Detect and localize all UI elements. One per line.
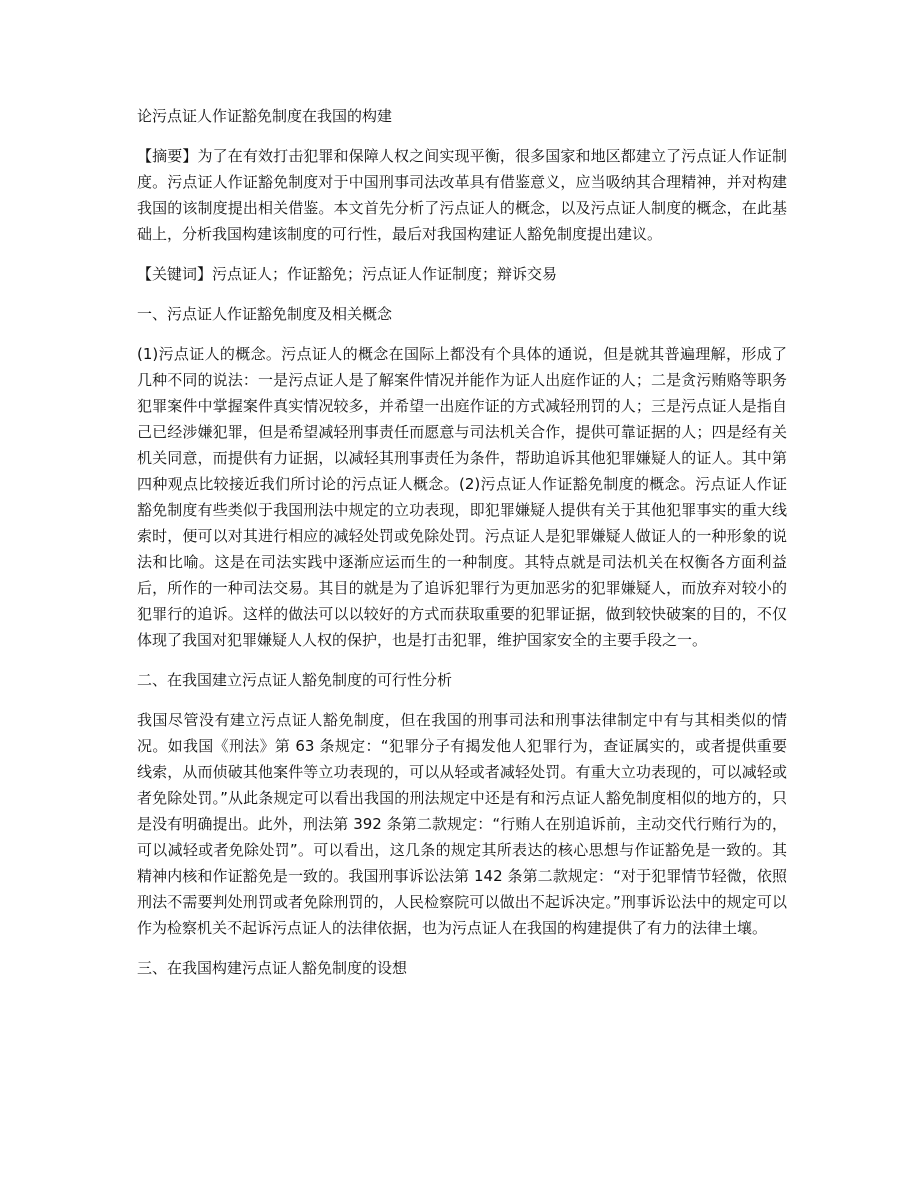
section-heading: 一、污点证人作证豁免制度及相关概念 (137, 305, 393, 323)
document-page (137, 103, 787, 995)
keywords-paragraph: 【关键词】污点证人；作证豁免；污点证人作证制度；辩诉交易 (137, 265, 558, 283)
section-heading: 三、在我国构建污点证人豁免制度的设想 (137, 959, 408, 977)
section-body: 我国尽管没有建立污点证人豁免制度，但在我国的刑事司法和刑事法律制定中有与其相类似的情况。如我国《刑法》第 63 条规定：“犯罪分子有揭发他人犯罪行为，查证属实的，或者提供重要线索，从而侦破其他案件等立功表现的，可以从轻或者减轻处罚。有重大立功表现的，可以减轻或者免除处罚。”从此条规定可以看出我国的刑法规定中还是有和污点证人豁免制度相似的地方的，只是没有明确提出。此外，刑法第 392 条第二款规定：“行贿人在别追诉前，主动交代行贿行为的，可以减轻或者免除处罚”。可以看出，这几条的规定其所表达的核心思想与作证豁免是一致的。其精神内核和作证豁免是一致的。我国刑事诉讼法第 142 条第二款规定：“对于犯罪情节轻微，依照刑法不需要判处刑罚或者免除刑罚的，人民检察院可以做出不起诉决定。”刑事诉讼法中的规定可以作为检察机关不起诉污点证人的法律依据，也为污点证人在我国的构建提供了有力的法律土壤。 (137, 711, 787, 937)
section-body: (1)污点证人的概念。污点证人的概念在国际上都没有个具体的通说，但是就其普遍理解，形成了几种不同的说法：一是污点证人是了解案件情况并能作为证人出庭作证的人；二是贪污贿赂等职务犯罪案件中掌握案件真实情况较多，并希望一出庭作证的方式减轻刑罚的人；三是污点证人是指自己已经涉嫌犯罪，但是希望减轻刑事责任而愿意与司法机关合作，提供可靠证据的人；四是经有关机关同意，而提供有力证据，以减轻其刑事责任为条件，帮助追诉其他犯罪嫌疑人的证人。其中第四种观点比较接近我们所讨论的污点证人概念。(2)污点证人作证豁免制度的概念。污点证人作证豁免制度有些类似于我国刑法中规定的立功表现，即犯罪嫌疑人提供有关于其他犯罪事实的重大线索时，便可以对其进行相应的减轻处罚或免除处罚。污点证人是犯罪嫌疑人做证人的一种形象的说法和比喻。这是在司法实践中逐渐应运而生的一种制度。其特点就是司法机关在权衡各方面利益后，所作的一种司法交易。其目的就是为了追诉犯罪行为更加恶劣的犯罪嫌疑人，而放弃对较小的犯罪行的追诉。这样的做法可以以较好的方式而获取重要的犯罪证据，做到较快破案的目的，不仅体现了我国对犯罪嫌疑人人权的保护，也是打击犯罪，维护国家安全的主要手段之一。 (137, 345, 787, 649)
document-title: 论污点证人作证豁免制度在我国的构建 (137, 107, 393, 125)
abstract-paragraph: 【摘要】为了在有效打击犯罪和保障人权之间实现平衡，很多国家和地区都建立了污点证人作证制度。污点证人作证豁免制度对于中国刑事司法改革具有借鉴意义，应当吸纳其合理精神，并对构建我国的该制度提出相关借鉴。本文首先分析了污点证人的概念，以及污点证人制度的概念，在此基础上，分析我国构建该制度的可行性，最后对我国构建证人豁免制度提出建议。 (137, 147, 787, 243)
section-heading: 二、在我国建立污点证人豁免制度的可行性分析 (137, 671, 453, 689)
